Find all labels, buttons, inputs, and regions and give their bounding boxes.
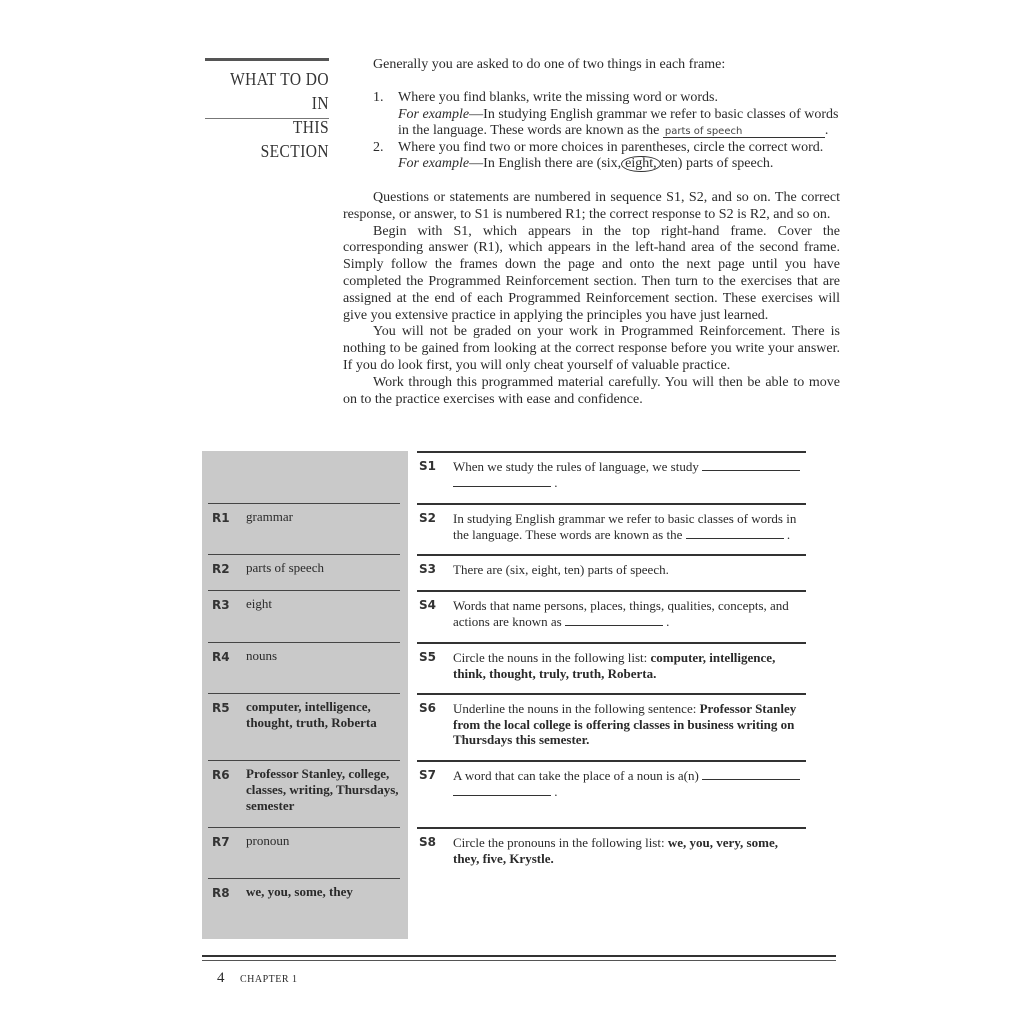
response-frame-r3 <box>208 590 400 612</box>
instruction-item-2 <box>373 140 843 173</box>
body-paragraph: Begin with S1, which appears in the top right-hand frame. Cover the corresponding answer (R1), which appears in the left-hand area of the second frame. Simply follow the frames down the page and onto the next page until you have completed the Programmed Reinforcement section. Then turn to the exercises that are assigned at the end of each Programmed Reinforcement section. These exercises will give you extensive practice in applying the principles you have just learned. <box>343 223 840 323</box>
response-label: R3 <box>212 598 230 612</box>
statement-body: A word that can take the place of a noun is a(n) <box>453 768 699 783</box>
response-label: R2 <box>212 562 230 576</box>
statement-label: S7 <box>419 768 436 782</box>
statement-label: S2 <box>419 511 436 525</box>
chapter-label: CHAPTER 1 <box>240 974 298 985</box>
instruction-text: Where you find two or more choices in parentheses, circle the correct word. <box>398 139 824 155</box>
statement-frame-s3 <box>417 554 806 577</box>
response-frame-r8 <box>208 878 400 900</box>
example-prefix: For example <box>398 106 470 122</box>
answer-blank[interactable] <box>686 527 784 539</box>
instruction-number: 1. <box>373 90 384 105</box>
statement-sentence: Professor Stanley from the local college is offering classes in business writing on Thursdays this semester. <box>453 701 797 747</box>
statement-frame-s1 <box>417 451 806 490</box>
statement-body: When we study the rules of language, we study <box>453 459 699 474</box>
instruction-number: 2. <box>373 139 384 155</box>
statement-text: Words that name persons, places, things, qualities, concepts, and actions are known as . <box>453 598 789 629</box>
example-end: . <box>824 123 829 138</box>
response-text: parts of speech <box>246 560 324 575</box>
statement-frame-s5 <box>417 642 806 681</box>
body-text <box>343 190 840 408</box>
response-label: R6 <box>212 768 230 782</box>
intro-lead: Generally you are asked to do one of two things in each frame: <box>373 57 726 72</box>
example-text: —In studying English grammar we refer to basic classes of words in the language. These words are known as the <box>398 106 839 138</box>
statement-label: S1 <box>419 459 436 473</box>
response-label: R8 <box>212 886 230 900</box>
answer-blank[interactable] <box>702 768 800 780</box>
response-label: R7 <box>212 835 230 849</box>
statement-word-list: computer, intelligence, think, thought, truly, truth, Roberta. <box>453 650 776 681</box>
body-paragraph: You will not be graded on your work in Programmed Reinforcement. There is nothing to be gained from looking at the correct response before you write your answer. If you do look first, you will only cheat yourself of valuable practice. <box>343 324 840 373</box>
statement-word-list: we, you, very, some, they, five, Krystle. <box>453 835 778 866</box>
response-text: grammar <box>246 509 293 524</box>
response-text: pronoun <box>246 833 290 848</box>
statement-frame-s8 <box>417 827 806 866</box>
statement-text: When we study the rules of language, we study . <box>453 459 805 490</box>
statement-frame-s2 <box>417 503 806 542</box>
instruction-item-1 <box>373 90 843 140</box>
footer-rule <box>202 955 836 957</box>
response-text: nouns <box>246 648 278 663</box>
answer-blank[interactable] <box>453 475 551 487</box>
statement-text <box>453 650 805 681</box>
statement-label: S5 <box>419 650 436 664</box>
statement-label: S6 <box>419 701 436 715</box>
statement-text <box>453 835 805 866</box>
response-frame-r1 <box>208 503 400 525</box>
statement-frame-s4 <box>417 590 806 629</box>
response-frame-r5 <box>208 693 400 730</box>
statement-text: There are (six, eight, ten) parts of speech. <box>453 562 669 577</box>
example-circled-word: eight, <box>621 156 661 172</box>
section-heading-line1: WHAT TO DO IN <box>230 69 329 113</box>
statement-label: S3 <box>419 562 436 576</box>
example-answer-blank: parts of speech <box>663 126 825 138</box>
response-text: computer, intelligence, thought, truth, Roberta <box>246 699 377 730</box>
response-label: R5 <box>212 701 230 715</box>
answer-blank[interactable] <box>565 614 663 626</box>
response-text: eight <box>246 596 272 611</box>
statement-frame-s7 <box>417 760 806 799</box>
response-text: Professor Stanley, college, classes, writing, Thursdays, semester <box>246 766 399 813</box>
statement-body: Underline the nouns in the following sentence: <box>453 701 697 716</box>
response-label: R4 <box>212 650 230 664</box>
statement-text <box>453 701 805 748</box>
statement-label: S4 <box>419 598 436 612</box>
section-heading <box>205 58 329 161</box>
instruction-example <box>398 107 843 140</box>
section-heading-line2: THIS SECTION <box>260 117 329 161</box>
body-paragraph: Questions or statements are numbered in sequence S1, S2, and so on. The correct response, or answer, to S1 is numbered R1; the correct response to S2 is R2, and so on. <box>343 190 840 222</box>
footer-rule <box>202 960 836 961</box>
answer-blank[interactable] <box>453 784 551 796</box>
statement-text: In studying English grammar we refer to basic classes of words in the language. These words are known as the . <box>453 511 797 542</box>
statement-label: S8 <box>419 835 436 849</box>
answer-blank[interactable] <box>702 459 800 471</box>
example-text-a: —In English there are (six, <box>469 156 622 171</box>
page-number: 4 <box>217 970 225 986</box>
instruction-list <box>373 90 843 173</box>
response-text: we, you, some, they <box>246 884 353 899</box>
response-frame-r6 <box>208 760 400 813</box>
statement-body: Circle the nouns in the following list: <box>453 650 648 665</box>
response-frame-r4 <box>208 642 400 664</box>
body-paragraph: Work through this programmed material carefully. You will then be able to move on to the practice exercises with ease and confidence. <box>343 374 840 407</box>
statement-body: Circle the pronouns in the following list: <box>453 835 665 850</box>
statement-text: A word that can take the place of a noun is a(n) . <box>453 768 805 799</box>
instruction-example <box>398 156 843 173</box>
instruction-text: Where you find blanks, write the missing word or words. <box>398 90 718 105</box>
statement-body: In studying English grammar we refer to basic classes of words in the language. These words are known as the <box>453 511 797 542</box>
response-frame-r2 <box>208 554 400 576</box>
response-label: R1 <box>212 511 230 525</box>
statement-body: Words that name persons, places, things, qualities, concepts, and actions are known as <box>453 598 789 629</box>
response-frame-r7 <box>208 827 400 849</box>
example-prefix: For example <box>398 156 470 171</box>
statement-frame-s6 <box>417 693 806 747</box>
example-text-b: ten) parts of speech. <box>660 156 774 171</box>
